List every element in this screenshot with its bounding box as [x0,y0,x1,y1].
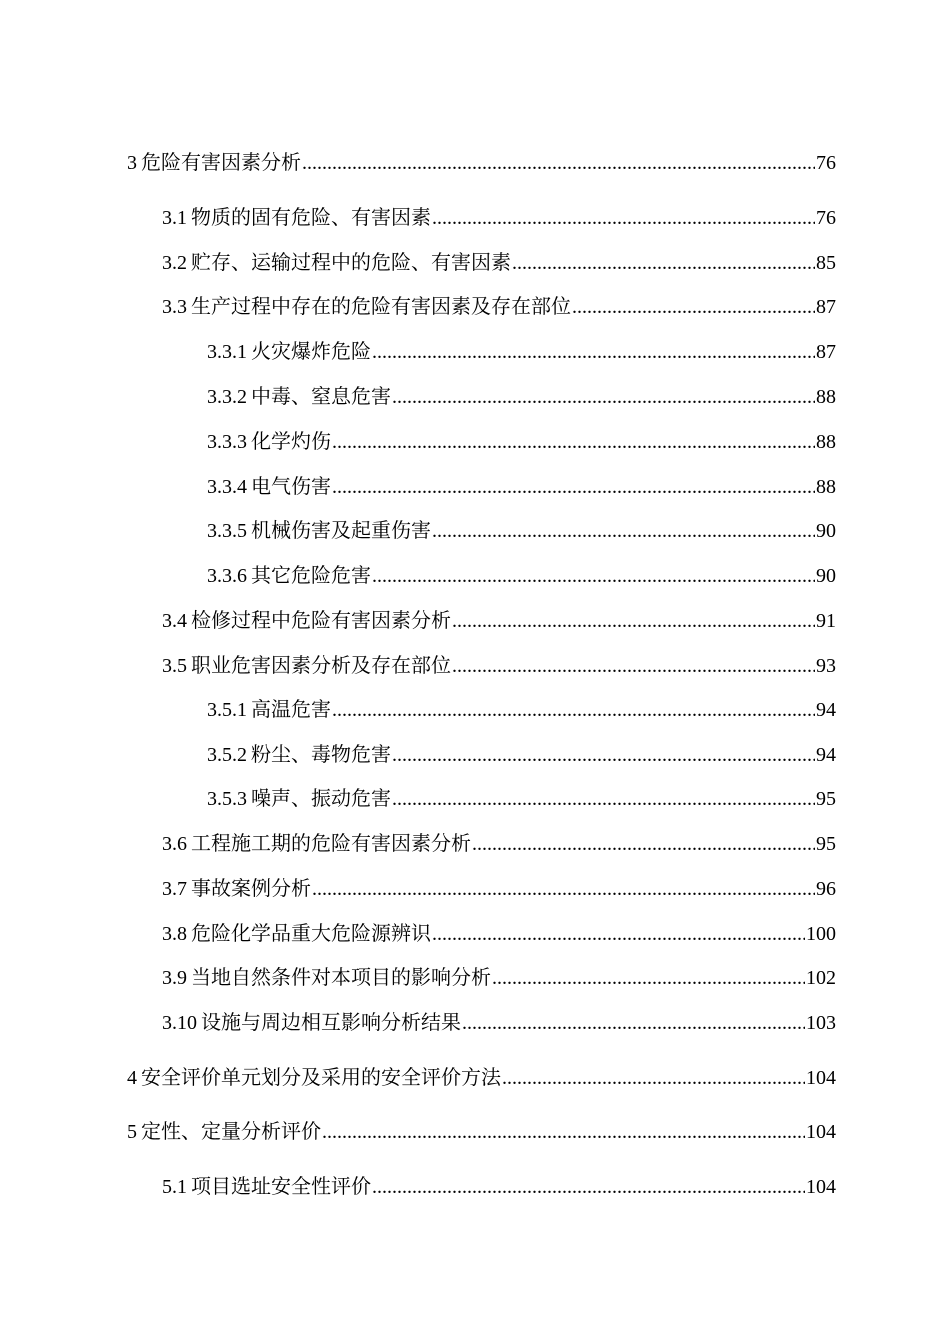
toc-entry[interactable] [207,742,836,768]
toc-dot-leader [392,384,815,410]
toc-entry-number: 5 [127,1121,137,1143]
toc-entry[interactable] [127,1119,836,1145]
toc-dot-leader [332,429,815,455]
toc-entry-number: 3.5.1 [207,699,247,721]
toc-entry-title: 生产过程中存在的危险有害因素及存在部位 [191,296,571,318]
toc-entry-page: 104 [806,1067,836,1089]
toc-entry-number: 3.5.3 [207,788,247,810]
toc-entry[interactable] [127,1065,836,1091]
toc-entry[interactable] [207,339,836,365]
toc-entry-number: 5.1 [162,1176,187,1198]
toc-entry-number: 3.3.5 [207,520,247,542]
toc-entry[interactable] [162,250,836,276]
toc-entry-page: 87 [816,341,836,363]
toc-entry-page: 100 [806,923,836,945]
toc-dot-leader [452,608,815,634]
toc-entry-number: 3.3 [162,296,187,318]
toc-dot-leader [472,831,815,857]
toc-entry-number: 3.10 [162,1012,197,1034]
toc-dot-leader [512,250,815,276]
toc-entry-page: 88 [816,476,836,498]
toc-entry[interactable] [162,205,836,231]
toc-entry[interactable] [127,150,836,176]
toc-entry-number: 3.6 [162,833,187,855]
toc-dot-leader [372,1174,805,1200]
toc-entry-page: 90 [816,520,836,542]
toc-entry-title: 机械伤害及起重伤害 [251,520,431,542]
toc-entry-page: 88 [816,386,836,408]
toc-entry-number: 4 [127,1067,137,1089]
toc-entry-title: 职业危害因素分析及存在部位 [191,655,451,677]
toc-entry-number: 3.7 [162,878,187,900]
toc-entry-title: 中毒、窒息危害 [251,386,391,408]
toc-entry-title: 工程施工期的危险有害因素分析 [191,833,471,855]
toc-entry-number: 3.3.1 [207,341,247,363]
toc-entry-page: 76 [816,207,836,229]
toc-entry[interactable] [162,294,836,320]
toc-entry-page: 96 [816,878,836,900]
toc-dot-leader [372,339,815,365]
toc-entry[interactable] [207,429,836,455]
toc-dot-leader [312,876,815,902]
toc-entry-title: 物质的固有危险、有害因素 [191,207,431,229]
toc-entry-number: 3.5.2 [207,744,247,766]
toc-dot-leader [322,1119,805,1145]
toc-entry-number: 3.3.4 [207,476,247,498]
toc-entry-title: 电气伤害 [251,476,331,498]
toc-dot-leader [332,474,815,500]
toc-dot-leader [372,563,815,589]
toc-dot-leader [392,742,815,768]
toc-entry-title: 定性、定量分析评价 [141,1121,321,1143]
toc-entry[interactable] [162,653,836,679]
toc-dot-leader [492,965,805,991]
toc-dot-leader [432,921,805,947]
toc-dot-leader [462,1010,805,1036]
toc-entry-title: 其它危险危害 [251,565,371,587]
toc-entry-title: 化学灼伤 [251,431,331,453]
toc-entry-page: 104 [806,1121,836,1143]
toc-dot-leader [432,518,815,544]
toc-entry[interactable] [207,786,836,812]
toc-entry-title: 危险有害因素分析 [141,152,301,174]
toc-entry-title: 粉尘、毒物危害 [251,744,391,766]
toc-entry[interactable] [207,474,836,500]
toc-entry[interactable] [162,1174,836,1200]
toc-entry[interactable] [162,1010,836,1036]
toc-entry-title: 项目选址安全性评价 [191,1176,371,1198]
toc-entry[interactable] [207,518,836,544]
toc-entry-title: 检修过程中危险有害因素分析 [191,610,451,632]
toc-entry-title: 事故案例分析 [191,878,311,900]
toc-entry-number: 3.3.3 [207,431,247,453]
toc-entry-number: 3.8 [162,923,187,945]
toc-entry-number: 3.5 [162,655,187,677]
toc-entry[interactable] [162,965,836,991]
toc-entry-title: 噪声、振动危害 [251,788,391,810]
toc-entry-title: 火灾爆炸危险 [251,341,371,363]
toc-entry-page: 95 [816,788,836,810]
toc-entry[interactable] [207,563,836,589]
toc-entry-page: 94 [816,699,836,721]
toc-entry-page: 88 [816,431,836,453]
toc-entry[interactable] [162,831,836,857]
toc-dot-leader [502,1065,805,1091]
toc-entry[interactable] [207,384,836,410]
toc-entry-number: 3.9 [162,967,187,989]
toc-entry-page: 90 [816,565,836,587]
toc-entry-title: 设施与周边相互影响分析结果 [201,1012,461,1034]
toc-dot-leader [572,294,815,320]
toc-entry-title: 安全评价单元划分及采用的安全评价方法 [141,1067,501,1089]
toc-entry-number: 3 [127,152,137,174]
toc-entry-page: 91 [816,610,836,632]
toc-entry-number: 3.4 [162,610,187,632]
toc-entry-number: 3.2 [162,252,187,274]
toc-entry-title: 危险化学品重大危险源辨识 [191,923,431,945]
toc-entry-title: 高温危害 [251,699,331,721]
toc-entry-page: 103 [806,1012,836,1034]
toc-entry-number: 3.1 [162,207,187,229]
toc-entry-page: 87 [816,296,836,318]
toc-entry-page: 85 [816,252,836,274]
toc-entry-title: 贮存、运输过程中的危险、有害因素 [191,252,511,274]
toc-entry[interactable] [162,608,836,634]
toc-dot-leader [452,653,815,679]
toc-dot-leader [392,786,815,812]
toc-entry-page: 76 [816,152,836,174]
toc-entry-page: 93 [816,655,836,677]
toc-dot-leader [432,205,815,231]
toc-entry-number: 3.3.6 [207,565,247,587]
toc-entry[interactable] [162,876,836,902]
toc-entry-page: 95 [816,833,836,855]
toc-entry[interactable] [162,921,836,947]
toc-entry-page: 102 [806,967,836,989]
toc-entry-page: 94 [816,744,836,766]
toc-entry-number: 3.3.2 [207,386,247,408]
toc-dot-leader [332,697,815,723]
toc-entry-page: 104 [806,1176,836,1198]
toc-entry-title: 当地自然条件对本项目的影响分析 [191,967,491,989]
toc-dot-leader [302,150,815,176]
toc-entry[interactable] [207,697,836,723]
